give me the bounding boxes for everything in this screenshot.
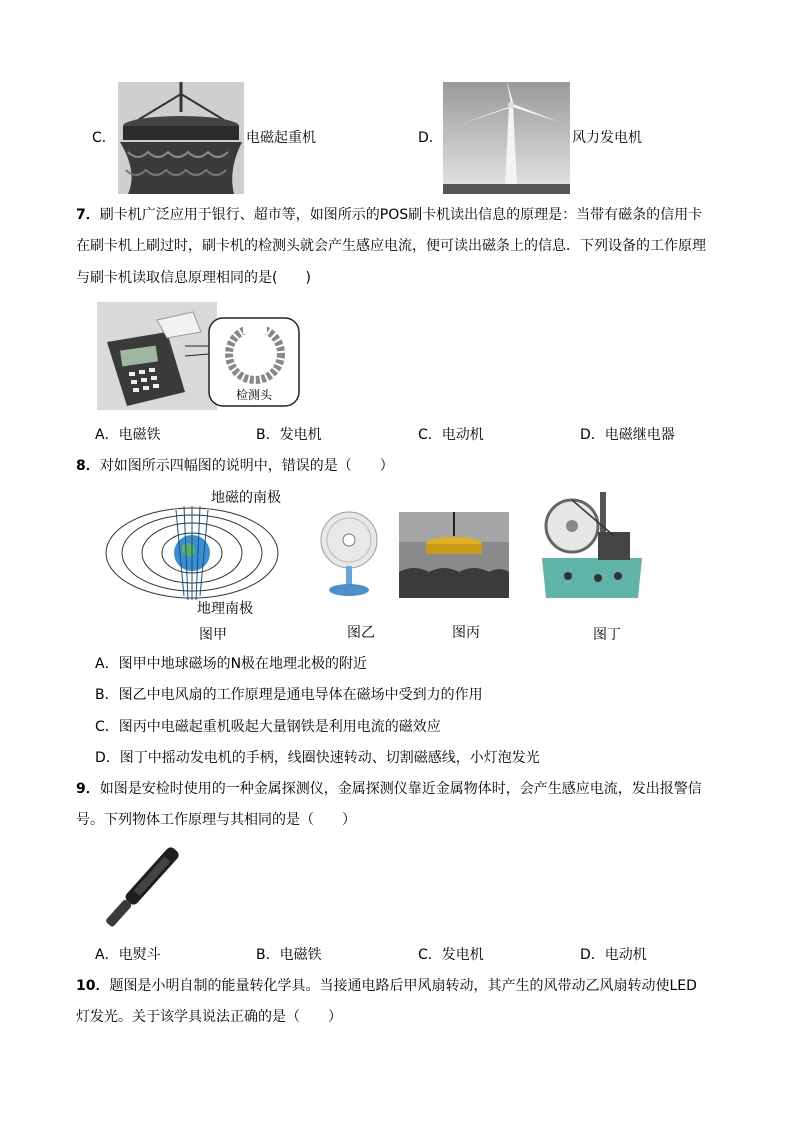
crane-magnet-image (399, 512, 509, 598)
q9-option-c[interactable]: C．发电机 (418, 947, 484, 963)
option-d-letter[interactable]: D． (418, 130, 443, 146)
q9-number: 9． (76, 781, 100, 797)
geomagnetic-south-label: 地磁的南极 (211, 490, 281, 506)
caption-fig-jia: 图甲 (199, 627, 227, 643)
option-c-letter[interactable]: C． (92, 130, 116, 146)
q10-line-1 (76, 976, 697, 996)
q10-line-2: 灯发光。关于该学具说法正确的是（ ） (76, 1009, 342, 1025)
q8-line-1 (76, 456, 394, 476)
wind-turbine-image (443, 82, 570, 194)
geographic-south-label: 地理南极 (197, 601, 253, 617)
pos-card-reader-image (97, 302, 303, 410)
q8-option-d[interactable]: D．图丁中摇动发电机的手柄，线圈快速转动、切割磁感线，小灯泡发光 (95, 750, 540, 766)
q7-number: 7． (76, 207, 100, 223)
q8-stem: 对如图所示四幅图的说明中，错误的是（ ） (99, 458, 394, 474)
q10-text: 题图是小明自制的能量转化学具。当接通电路后甲风扇转动，其产生的风带动乙风扇转动使LED (109, 978, 697, 994)
q7-line-3: 与刷卡机读取信息原理相同的是( ) (76, 270, 311, 286)
caption-fig-yi: 图乙 (347, 625, 375, 641)
q7-line-1 (76, 205, 702, 225)
q8-option-b[interactable]: B．图乙中电风扇的工作原理是通电导体在磁场中受到力的作用 (95, 687, 483, 703)
q7-option-d[interactable]: D．电磁继电器 (580, 427, 675, 443)
q9-option-a[interactable]: A．电熨斗 (95, 947, 161, 963)
q9-option-d[interactable]: D．电动机 (580, 947, 647, 963)
caption-fig-ding: 图丁 (593, 627, 621, 643)
option-c-text: 电磁起重机 (246, 130, 316, 146)
metal-detector-image (94, 844, 186, 932)
electromagnetic-crane-image (118, 82, 244, 194)
electric-fan-image (318, 510, 380, 598)
earth-magnetic-field-image (104, 506, 280, 600)
hand-crank-generator-image (538, 488, 646, 600)
q7-option-a[interactable]: A．电磁铁 (95, 427, 161, 443)
q8-option-a[interactable]: A．图甲中地球磁场的N极在地理北极的附近 (95, 656, 368, 672)
q10-number: 10． (76, 978, 110, 994)
detector-head-label: 检测头 (236, 388, 273, 402)
q7-line-2: 在刷卡机上刷过时，刷卡机的检测头就会产生感应电流，便可读出磁条上的信息．下列设备的工作原理 (76, 238, 706, 254)
q9-option-b[interactable]: B．电磁铁 (256, 947, 322, 963)
q9-line-1 (76, 779, 702, 799)
q7-option-b[interactable]: B．发电机 (256, 427, 322, 443)
q9-line-2: 号。下列物体工作原理与其相同的是（ ） (76, 812, 356, 828)
q8-option-c[interactable]: C．图丙中电磁起重机吸起大量钢铁是利用电流的磁效应 (95, 719, 441, 735)
q7-text: 刷卡机广泛应用于银行、超市等，如图所示的POS刷卡机读出信息的原理是：当带有磁条的信用卡 (99, 207, 703, 223)
option-d-text: 风力发电机 (572, 130, 642, 146)
q7-option-c[interactable]: C．电动机 (418, 427, 484, 443)
q8-number: 8． (76, 458, 100, 474)
q9-text: 如图是安检时使用的一种金属探测仪，金属探测仪靠近金属物体时，会产生感应电流，发出报警信 (99, 781, 702, 797)
caption-fig-bing: 图丙 (452, 625, 480, 641)
